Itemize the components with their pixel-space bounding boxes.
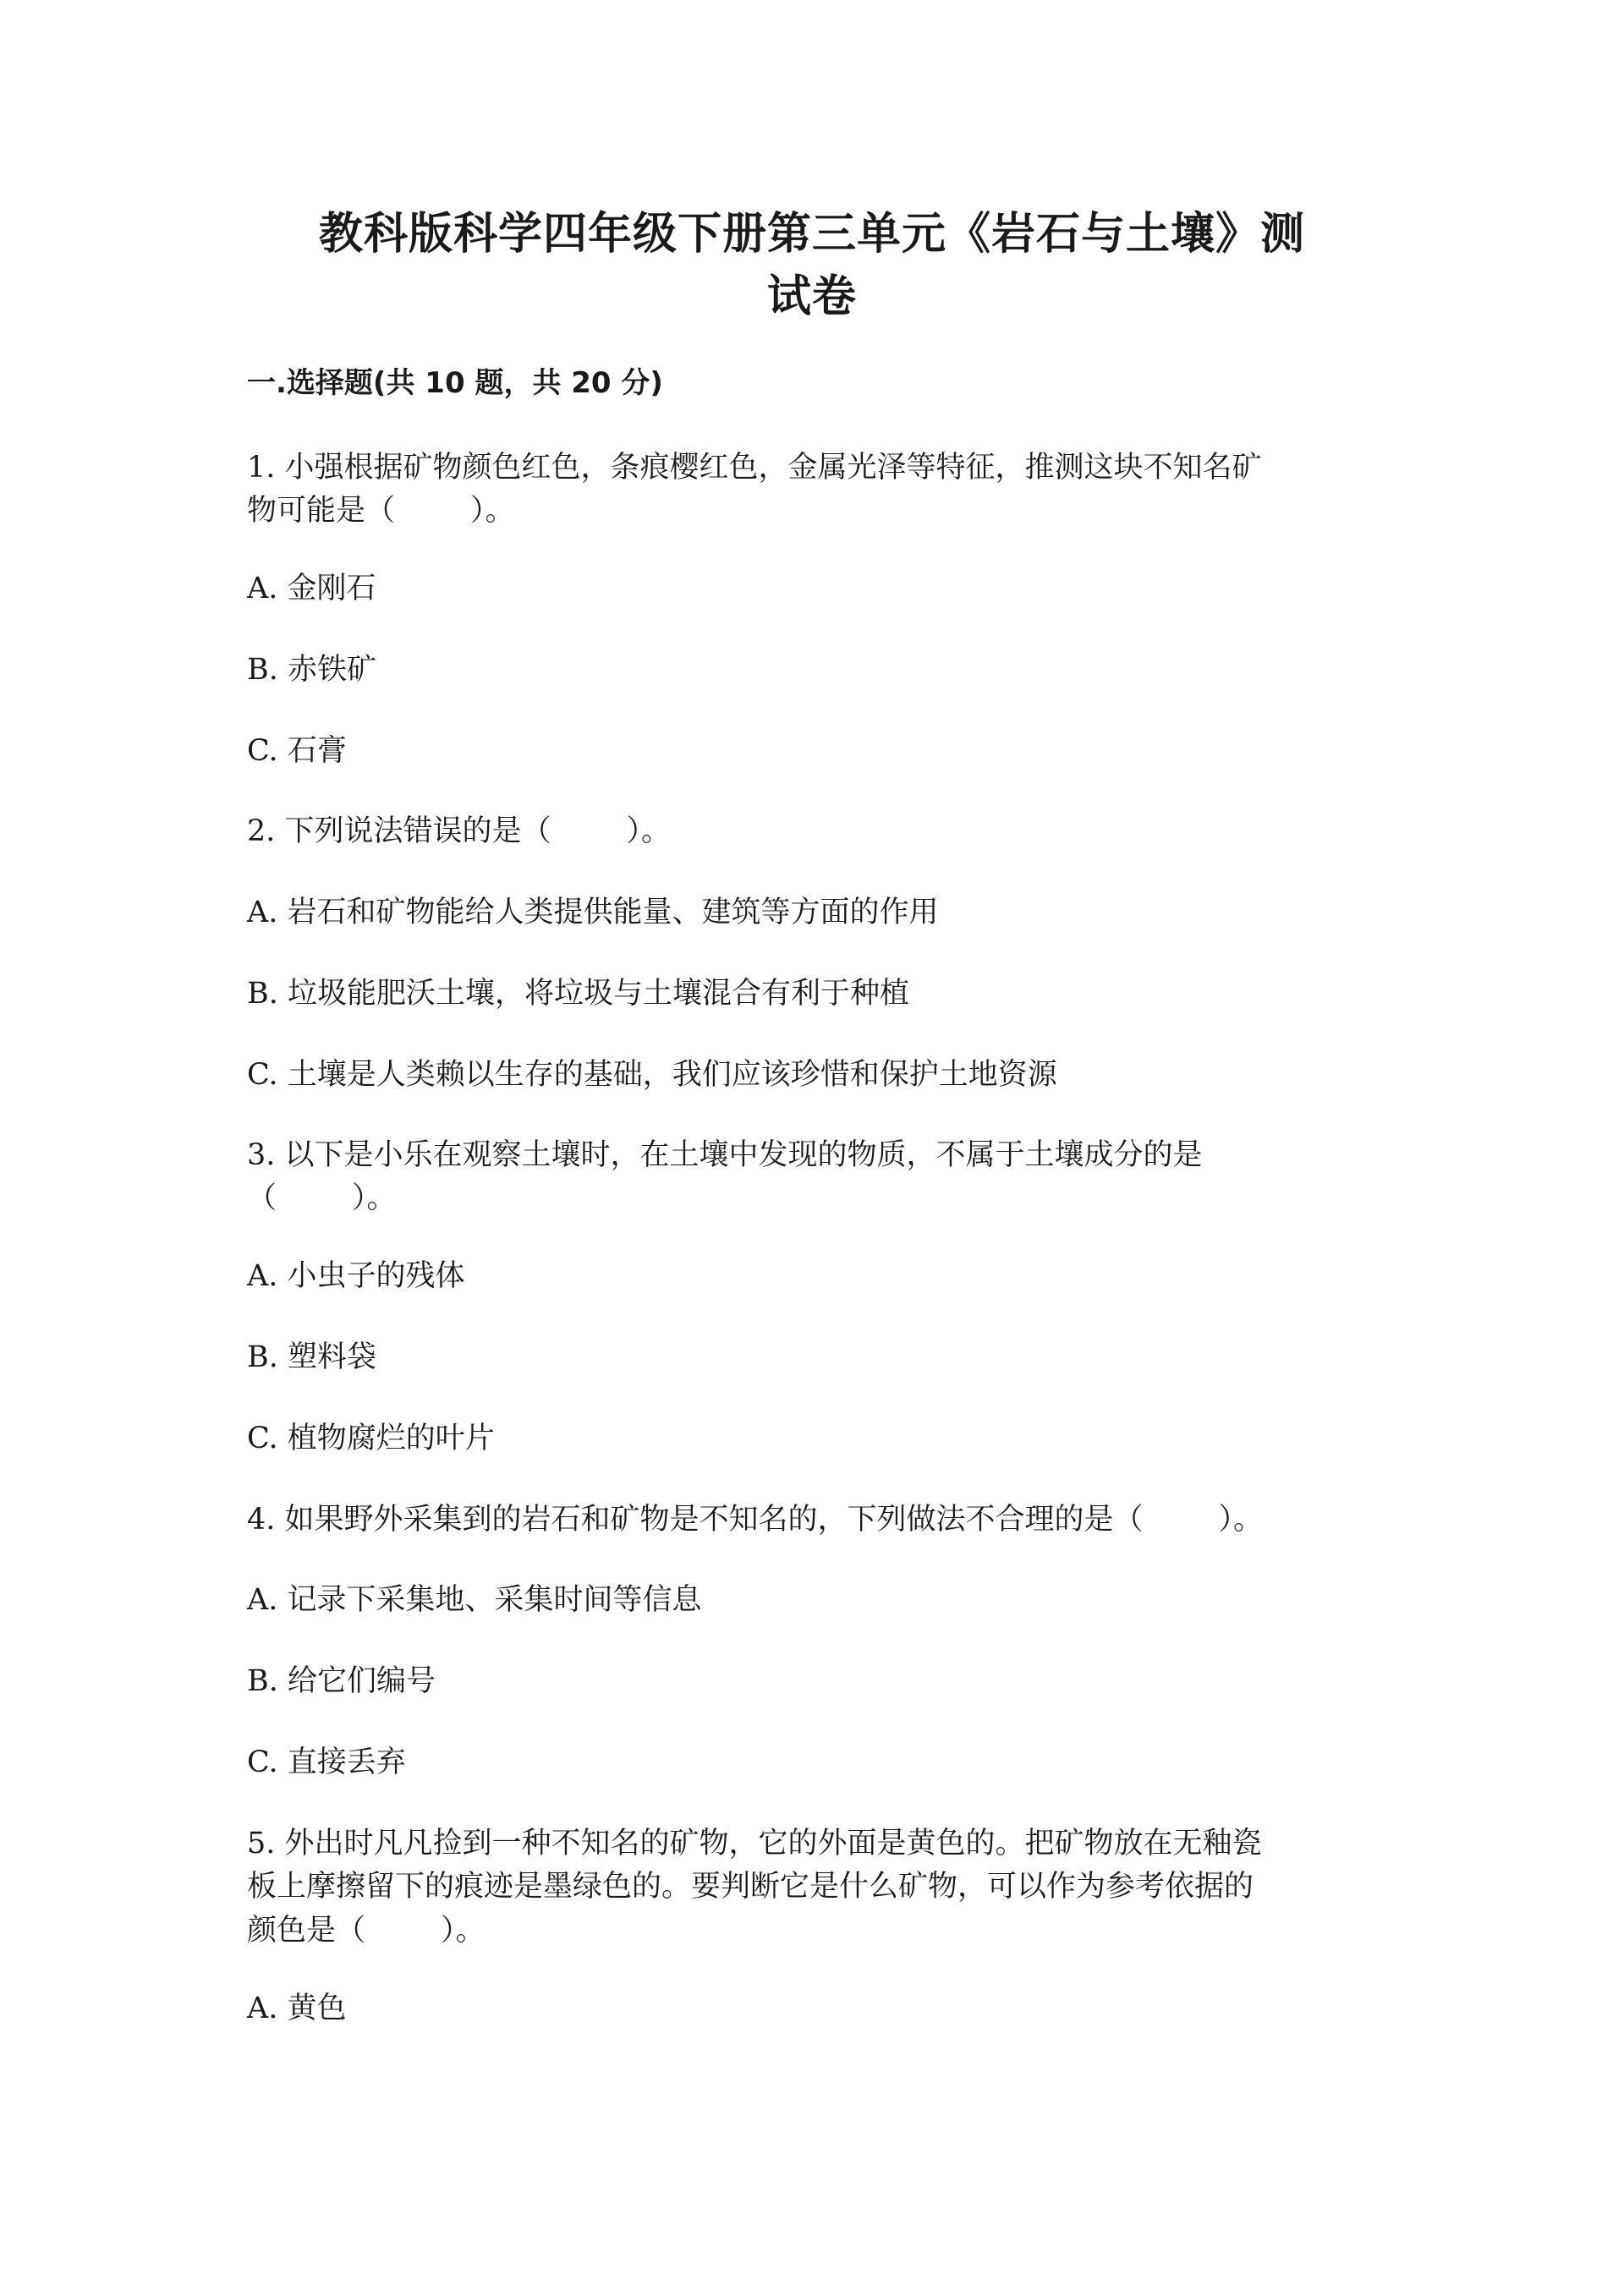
question-2-stem-line-1: 2. 下列说法错误的是（ ）。 xyxy=(247,814,672,848)
question-1-option-b: B. 赤铁矿 xyxy=(247,653,376,687)
question-5-stem-line-3: 颜色是（ ）。 xyxy=(247,1914,486,1948)
question-3-option-a: A. 小虫子的残体 xyxy=(247,1259,465,1293)
question-4-stem-line-1: 4. 如果野外采集到的岩石和矿物是不知名的，下列做法不合理的是（ ）。 xyxy=(247,1503,1264,1537)
question-1-option-c: C. 石膏 xyxy=(247,734,347,768)
page-title-line-2: 试卷 xyxy=(766,271,857,322)
question-1-stem-line-1: 1. 小强根据矿物颜色红色，条痕樱红色，金属光泽等特征，推测这块不知名矿 xyxy=(247,451,1262,485)
question-1-option-a: A. 金刚石 xyxy=(247,572,376,606)
question-3-stem-line-1: 3. 以下是小乐在观察土壤时，在土壤中发现的物质，不属于土壤成分的是 xyxy=(247,1138,1203,1172)
section-heading: 一.选择题(共 10 题，共 20 分) xyxy=(247,366,663,400)
question-2-option-c: C. 土壤是人类赖以生存的基础，我们应该珍惜和保护土地资源 xyxy=(247,1058,1057,1092)
question-5-stem-line-2: 板上摩擦留下的痕迹是墨绿色的。要判断它是什么矿物，可以作为参考依据的 xyxy=(247,1870,1254,1904)
question-2-option-a: A. 岩石和矿物能给人类提供能量、建筑等方面的作用 xyxy=(247,896,939,929)
question-4-option-b: B. 给它们编号 xyxy=(247,1664,436,1698)
question-3-option-b: B. 塑料袋 xyxy=(247,1340,376,1374)
question-2-option-b: B. 垃圾能肥沃土壤，将垃圾与土壤混合有利于种植 xyxy=(247,977,909,1011)
question-1-stem-line-2: 物可能是（ ）。 xyxy=(247,494,515,528)
question-4-option-a: A. 记录下采集地、采集时间等信息 xyxy=(247,1583,702,1617)
question-4-option-c: C. 直接丢弃 xyxy=(247,1745,406,1779)
page-title-line-1: 教科版科学四年级下册第三单元《岩石与土壤》测 xyxy=(318,209,1305,260)
question-5-option-a: A. 黄色 xyxy=(247,1992,347,2025)
question-3-option-c: C. 植物腐烂的叶片 xyxy=(247,1422,495,1455)
question-5-stem-line-1: 5. 外出时凡凡捡到一种不知名的矿物，它的外面是黄色的。把矿物放在无釉瓷 xyxy=(247,1827,1262,1860)
question-3-stem-line-2: （ ）。 xyxy=(247,1181,397,1215)
